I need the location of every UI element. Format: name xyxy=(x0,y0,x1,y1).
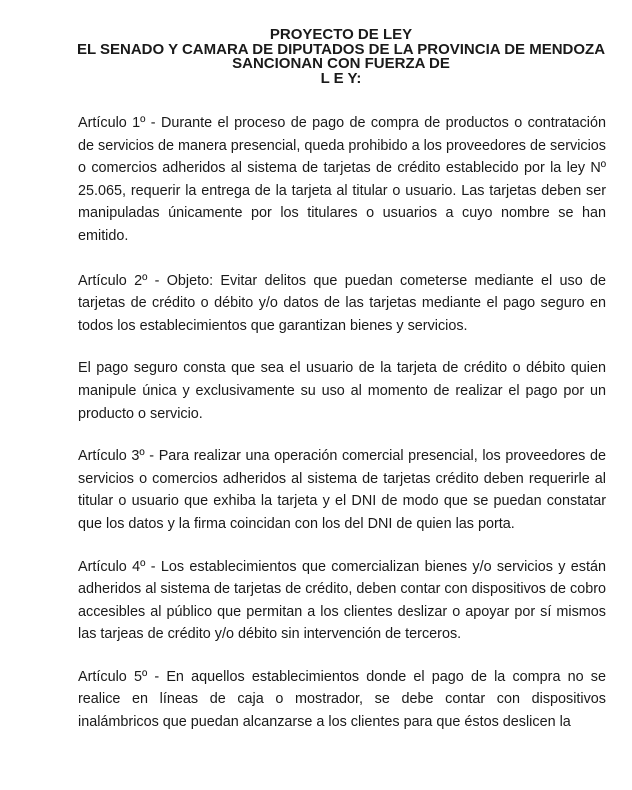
heading-title: PROYECTO DE LEY xyxy=(269,26,413,43)
article-4-paragraph: Artículo 4º - Los establecimientos que comercializan bienes y/o servicios y están adheridos al sistema de tarjetas de crédito, deben contar con dispositivos de cobro accesibles al público que permitan a los clientes deslizar o apoyar por sí mismos las tarjeas de crédito y/o débito sin intervención de terceros. xyxy=(78,558,606,643)
heading-chambers: EL SENADO Y CAMARA DE DIPUTADOS DE LA PROVINCIA DE MENDOZA xyxy=(76,40,606,58)
article-3-paragraph: Artículo 3º - Para realizar una operación comercial presencial, los proveedores de servicios o comercios adheridos al sistema de tarjetas crédito deben requerirle al titular o usuario que exhiba la tarjeta y el DNI de modo que se puedan constatar que los datos y la firma coincidan con los del DNI de quien las porta. xyxy=(78,448,606,532)
article-5-paragraph: Artículo 5º - En aquellos establecimientos donde el pago de la compra no se realice en líneas de caja o mostrador, se debe contar con dispositivos inalámbricos que puedan alcanzarse a los clientes para que éstos deslicen la xyxy=(78,668,606,731)
article-1-paragraph: Artículo 1º - Durante el proceso de pago de compra de productos o contratación de servicios de manera presencial, queda prohibido a los proveedores de servicios o comercios adheridos al sistema de tarjetas de crédito establecido por la ley Nº 25.065, requerir la entrega de la tarjeta al titular o usuario. Las tarjetas deben ser manipuladas únicamente por los titulares o usuarios a cuyo nombre se han emitido. xyxy=(78,115,606,244)
heading-sanction: SANCIONAN CON FUERZA DE xyxy=(232,55,450,72)
document-heading xyxy=(58,0,624,86)
secure-payment-paragraph: El pago seguro consta que sea el usuario de la tarjeta de crédito o débito quien manipule única y exclusivamente su uso al momento de realizar el pago por un producto o servicio. xyxy=(78,360,606,422)
heading-ley: L E Y: xyxy=(320,69,362,87)
article-2-paragraph: Artículo 2º - Objeto: Evitar delitos que puedan cometerse mediante el uso de tarjetas de crédito o débito y/o datos de las tarjetas mediante el pago seguro en todos los establecimientos que garantizan bienes y servicios. xyxy=(78,272,606,334)
